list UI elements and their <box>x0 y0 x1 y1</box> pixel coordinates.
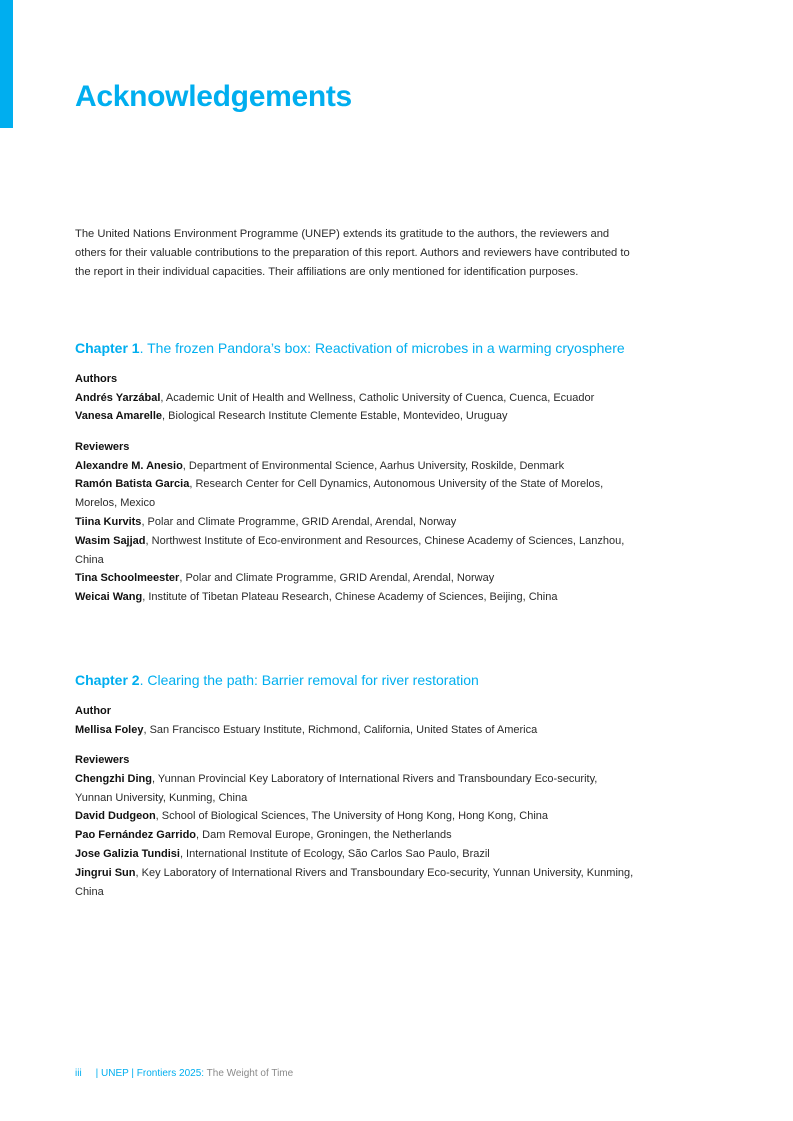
person-name: Weicai Wang <box>75 591 143 604</box>
person-affiliation: , Academic Unit of Health and Wellness, Catholic University of Cuenca, Cuenca, Ecuador <box>160 391 595 404</box>
person-entry <box>75 457 635 476</box>
person-entry <box>75 826 635 845</box>
person-name: Ramón Batista Garcia <box>75 478 190 491</box>
person-affiliation: , Northwest Institute of Eco-environment and Resources, Chinese Academy of Sciences, Lanzhou, China <box>75 534 625 566</box>
person-entry <box>75 389 635 408</box>
person-entry <box>75 770 635 808</box>
person-affiliation: , Institute of Tibetan Plateau Research, Chinese Academy of Sciences, Beijing, China <box>142 591 558 604</box>
person-affiliation: , Yunnan Provincial Key Laboratory of International Rivers and Transboundary Eco-security, Yunnan University, Kunming, China <box>75 772 598 804</box>
person-affiliation: , Biological Research Institute Clemente Estable, Montevideo, Uruguay <box>162 410 508 423</box>
chapter-number: Chapter 1 <box>75 340 140 356</box>
person-entry <box>75 475 635 513</box>
group-label: Reviewers <box>75 441 130 454</box>
group-label: Author <box>75 705 112 717</box>
footer-prefix: | UNEP | Frontiers 2025: <box>95 1068 205 1079</box>
reviewers-group <box>75 438 635 607</box>
person-entry <box>75 569 635 588</box>
person-name: Andrés Yarzábal <box>75 391 161 404</box>
person-name: Jingrui Sun <box>75 866 136 879</box>
person-affiliation: , International Institute of Ecology, São Carlos Sao Paulo, Brazil <box>179 847 490 860</box>
person-name: Tiina Kurvits <box>75 515 142 528</box>
person-affiliation: , San Francisco Estuary Institute, Richmond, California, United States of America <box>143 723 538 736</box>
accent-bar <box>0 0 13 128</box>
person-entry <box>75 588 635 607</box>
authors-group <box>75 370 635 426</box>
person-entry <box>75 807 635 826</box>
person-entry <box>75 721 635 740</box>
person-affiliation: , School of Biological Sciences, The University of Hong Kong, Hong Kong, China <box>155 810 549 823</box>
person-affiliation: , Research Center for Cell Dynamics, Autonomous University of the State of Morelos, Morelos, Mexico <box>75 478 604 510</box>
chapter-title: . Clearing the path: Barrier removal for river restoration <box>139 672 479 688</box>
person-affiliation: , Key Laboratory of International Rivers and Transboundary Eco-security, Yunnan University, Kunming, China <box>75 866 634 898</box>
person-affiliation: , Polar and Climate Programme, GRID Arendal, Arendal, Norway <box>179 572 495 585</box>
person-entry <box>75 513 635 532</box>
person-entry <box>75 407 635 426</box>
person-affiliation: , Polar and Climate Programme, GRID Arendal, Arendal, Norway <box>141 515 457 528</box>
footer-doc-title: The Weight of Time <box>204 1068 294 1079</box>
person-affiliation: , Department of Environmental Science, Aarhus University, Roskilde, Denmark <box>182 459 565 472</box>
group-label: Reviewers <box>75 754 130 767</box>
chapter-2-section <box>75 671 635 901</box>
person-affiliation: , Dam Removal Europe, Groningen, the Netherlands <box>196 829 452 842</box>
person-name: Mellisa Foley <box>75 723 144 736</box>
person-name: Tina Schoolmeester <box>75 572 180 585</box>
page-number: iii <box>75 1068 82 1079</box>
chapter-heading <box>75 339 635 358</box>
page-footer <box>75 1068 293 1079</box>
page-title: Acknowledgements <box>75 80 352 113</box>
person-name: Chengzhi Ding <box>75 772 152 785</box>
chapter-number: Chapter 2 <box>75 672 140 688</box>
person-name: Jose Galizia Tundisi <box>75 847 180 860</box>
chapter-1-section <box>75 339 635 607</box>
person-name: Pao Fernández Garrido <box>75 829 197 842</box>
reviewers-group <box>75 751 635 901</box>
group-label: Authors <box>75 373 118 385</box>
person-name: Wasim Sajjad <box>75 534 146 547</box>
person-entry <box>75 845 635 864</box>
authors-group <box>75 702 635 739</box>
intro-paragraph: The United Nations Environment Programme (UNEP) extends its gratitude to the authors, the reviewers and others for their valuable contributions to the preparation of this report. Authors and reviewers have contributed to the report in their individual capacities. Their affiliations are only mentioned for identification purposes. <box>75 228 630 278</box>
person-name: Vanesa Amarelle <box>75 410 163 423</box>
person-name: Alexandre M. Anesio <box>75 459 183 472</box>
person-entry <box>75 864 635 902</box>
person-name: David Dudgeon <box>75 810 156 823</box>
chapter-title: . The frozen Pandora’s box: Reactivation of microbes in a warming cryosphere <box>139 340 625 356</box>
person-entry <box>75 532 635 570</box>
chapter-heading <box>75 671 635 690</box>
